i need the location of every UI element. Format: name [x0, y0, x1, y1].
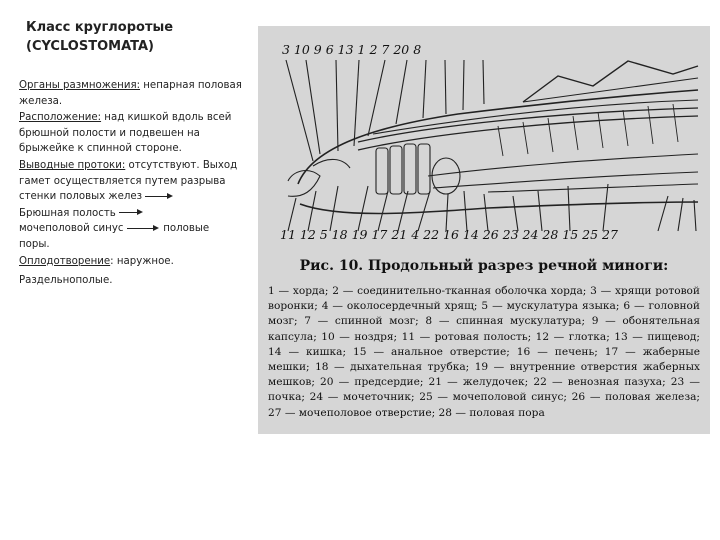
description-text [19, 78, 247, 290]
ducts-value: отсутствуют. [125, 159, 200, 171]
gender-text: Раздельнополые. [19, 275, 113, 287]
fert-value: : наружное. [110, 255, 174, 267]
location-label: Расположение: [19, 112, 102, 124]
arrow-right-icon [145, 196, 171, 197]
cavity-text: Брюшная полость [19, 207, 116, 219]
location-value: над кишкой вдоль всей брюшной полости и подвешен на брыжейке к спинной стороне. [19, 112, 232, 155]
fert-paragraph [19, 254, 247, 270]
figure-caption: Рис. 10. Продольный разрез речной миноги: [299, 258, 669, 274]
organs-value: непарная половая железа. [19, 80, 242, 107]
ducts-paragraph [19, 158, 247, 205]
figure-legend: 1 — хорда; 2 — соединительно-тканная оболочка хорда; 3 — хрящи ротовой воронки; 4 — околосердечный хрящ; 5 — мускулатура языка; 6 — головной мозг; 7 — спинной мозг; 8 — спинная мускулатура; 9 — обонятельная капсула; 10 — ноздря; 11 — ротовая полость; 12 — глотка; 13 — пищевод; 14 — кишка; 15 — анальное отверстие; 16 — печень; 17 — жаберные мешки; 18 — дыхательная трубка; 19 — внутренние отверстия жаберных мешков; 20 — предсердие; 21 — желудочек; 22 — венозная пазуха; 23 — почка; 24 — мочеточник; 25 — мочеполовой синус; 26 — половая железа; 27 — мочеполовое отверстие; 28 — половая пора [268, 285, 700, 419]
bottom-number-labels: 11 12 5 18 19 17 21 4 22 16 14 26 23 24 28 15 25 27 [280, 227, 618, 242]
organs-paragraph [19, 78, 247, 109]
fert-label: Оплодотворение [19, 255, 111, 267]
arrow-right-icon [119, 212, 141, 213]
top-number-labels: 3 10 9 6 13 1 2 7 20 8 [282, 42, 422, 57]
lamprey-section-drawing [258, 26, 710, 256]
title-line-2: (CYCLOSTOMATA) [26, 39, 154, 54]
sinus-text: мочеполовой синус [19, 223, 124, 235]
slide-title [26, 18, 173, 56]
lamprey-figure [258, 26, 710, 434]
arrow-right-icon [127, 228, 157, 229]
title-line-1: Класс круглоротые [26, 20, 174, 35]
organs-label: Органы размножения: [19, 80, 141, 91]
pores-b: поры. [19, 238, 50, 250]
ducts-label: Выводные протоки: [19, 159, 126, 171]
location-paragraph [19, 110, 247, 157]
gender-paragraph [19, 273, 247, 289]
cavity-paragraph [19, 206, 247, 253]
exit-text: Выход гамет осуществляется путем разрыва стенки половых желез [19, 159, 238, 203]
pores-a: половые [163, 223, 210, 235]
